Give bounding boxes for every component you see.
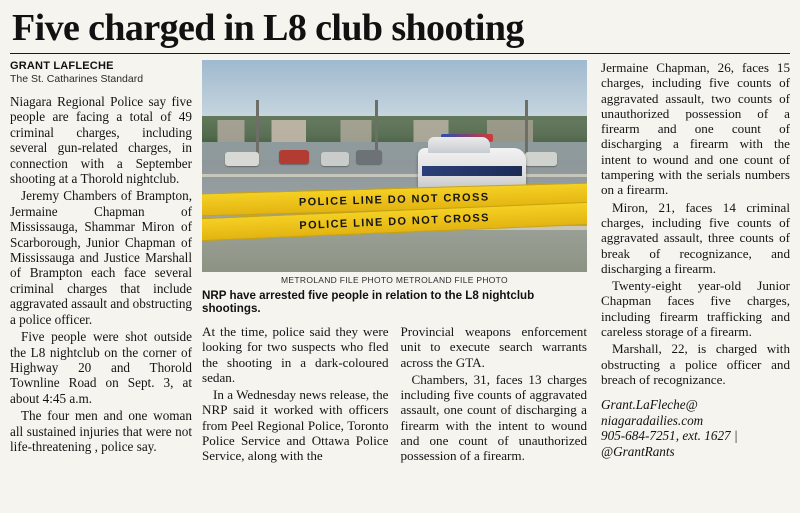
column-right: [597, 60, 790, 460]
paragraph: The four men and one woman all sustained injuries that were not life-threatening , police say.: [10, 408, 192, 454]
article-columns: [10, 60, 790, 464]
column-middle-left: [202, 324, 389, 464]
police-tape: POLICE LINE DO NOT CROSS: [202, 201, 587, 242]
paragraph: Provincial weapons enforcement unit to execute search warrants across the GTA.: [400, 324, 587, 370]
paragraph: Chambers, 31, faces 13 charges including five counts of aggravated assault, one count of discharging a firearm with the intent to wound and one count of unauthorized possession of a firearm.: [400, 371, 587, 464]
parked-car: [279, 150, 309, 164]
page-title: Five charged in L8 club shooting: [12, 7, 524, 49]
paragraph: Marshall, 22, is charged with obstructing a police officer and breach of recognizance.: [601, 341, 790, 387]
crime-scene-photo: [202, 60, 587, 272]
photo-caption: NRP have arrested five people in relation to the L8 nightclub shootings.: [202, 289, 535, 315]
parked-car: [225, 152, 259, 166]
paragraph: At the time, police said they were looking for two suspects who fled the shooting in a dark-coloured sedan.: [202, 324, 389, 385]
author-email-line2: niagaradailies.com: [601, 412, 704, 428]
column-left: [10, 60, 202, 454]
background-buildings: [202, 120, 587, 142]
paragraph: In a Wednesday news release, the NRP said it worked with officers from Peel Regional Police, Toronto Police Service and Ottawa Police Service, along with the: [202, 387, 389, 464]
paragraph: Five people were shot outside the L8 nightclub on the corner of Highway 20 and Thorold Townline Road on Sept. 3, at about 4:45 a.m.: [10, 329, 192, 406]
headline-divider: [10, 53, 790, 54]
parked-car: [321, 152, 349, 166]
parked-car: [525, 152, 557, 166]
column-middle: [202, 60, 597, 464]
author-contact-block: [601, 397, 790, 459]
middle-subcolumns: [202, 324, 587, 464]
paragraph: Miron, 21, faces 14 criminal charges, including five counts of aggravated assault, three counts of break of recognizance, and discharging a firearm.: [601, 199, 790, 276]
utility-pole: [375, 100, 378, 152]
author-email-line1: Grant.LaFleche@: [601, 397, 698, 413]
author-phone: 905-684-7251, ext. 1627 |: [601, 428, 738, 444]
author-social-handle: @GrantRants: [601, 444, 675, 460]
byline-organization: The St. Catharines Standard: [10, 73, 144, 85]
paragraph: Niagara Regional Police say five people are facing a total of 49 criminal charges, including several gun-related charges, in connection with a September shooting at a Thorold nightclub.: [10, 94, 192, 187]
column-middle-right: [401, 324, 588, 464]
photo-credit: METROLAND FILE PHOTO METROLAND FILE PHOTO: [281, 275, 508, 285]
police-tape: POLICE LINE DO NOT CROSS: [202, 182, 587, 216]
parked-car: [356, 150, 382, 164]
article-photo-figure: [202, 60, 587, 315]
paragraph: Jeremy Chambers of Brampton, Jermaine Chapman of Mississauga, Shammar Miron of Scarborough, Junior Chapman of Mississauga and Justice Marshall of Brampton each face several criminal charges that include aggravated assault and obstructing a police officer.: [10, 188, 193, 327]
paragraph: Twenty-eight year-old Junior Chapman faces five charges, including firearm trafficking and careless storage of a firearm.: [601, 278, 790, 340]
paragraph: Jermaine Chapman, 26, faces 15 charges, including five counts of aggravated assault, two counts of unauthorized possession of a firearm and one count of discharging a firearm with the intent to wound and one count of tampering with the serials numbers on a firearm.: [601, 60, 790, 198]
byline-author: GRANT LAFLECHE: [10, 60, 114, 72]
utility-pole: [525, 100, 528, 156]
utility-pole: [256, 100, 259, 160]
